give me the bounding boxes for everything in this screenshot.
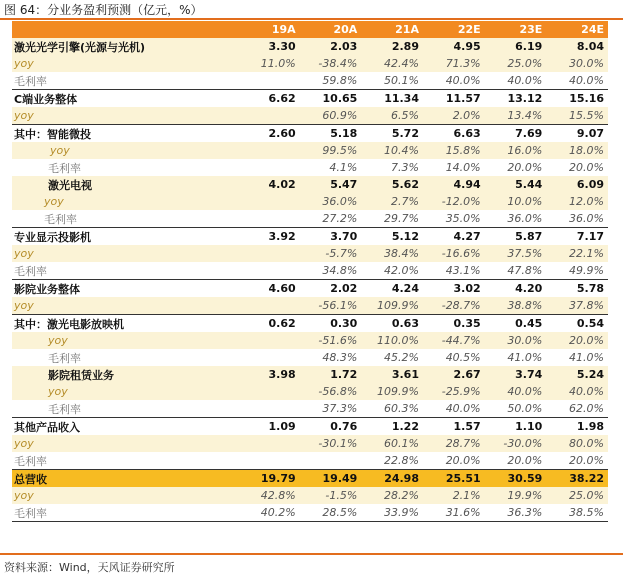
value-cell: 1.98 bbox=[546, 418, 608, 436]
value-cell: 30.0% bbox=[546, 55, 608, 72]
row-label: yoy bbox=[12, 245, 238, 262]
table-row bbox=[12, 90, 608, 108]
value-cell: 50.1% bbox=[384, 74, 419, 87]
table-row bbox=[12, 210, 608, 228]
value-cell: 20.0% bbox=[546, 332, 608, 349]
value-cell: 38.5% bbox=[546, 504, 608, 522]
table-row bbox=[12, 332, 608, 349]
value-cell: 34.8% bbox=[322, 264, 358, 277]
table-row bbox=[12, 38, 608, 55]
table-row bbox=[12, 504, 608, 522]
value-cell: 1.10 bbox=[485, 418, 547, 436]
value-cell: 42.0% bbox=[384, 264, 419, 277]
value-cell: 2.67 bbox=[423, 366, 485, 383]
table-header-row bbox=[12, 21, 608, 38]
value-cell: -12.0% bbox=[423, 193, 485, 210]
value-cell: 49.9% bbox=[569, 264, 604, 277]
value-cell: 99.5% bbox=[300, 142, 362, 159]
value-cell: 5.18 bbox=[300, 125, 362, 143]
value-cell: 18.0% bbox=[546, 142, 608, 159]
row-label: 毛利率 bbox=[12, 504, 238, 522]
value-cell: 4.27 bbox=[423, 228, 485, 246]
row-label: 毛利率 bbox=[48, 161, 81, 175]
value-cell: -5.7% bbox=[300, 245, 362, 262]
value-cell bbox=[238, 400, 300, 418]
value-cell: -25.9% bbox=[423, 383, 485, 400]
value-cell: 7.3% bbox=[391, 161, 419, 174]
value-cell: -30.1% bbox=[300, 435, 362, 452]
value-cell: 31.6% bbox=[423, 504, 485, 522]
value-cell: 2.1% bbox=[423, 487, 485, 504]
value-cell: 60.1% bbox=[361, 435, 423, 452]
row-label: 其中：智能微投 bbox=[12, 125, 238, 143]
value-cell: 15.5% bbox=[546, 107, 608, 125]
value-cell: 2.0% bbox=[423, 107, 485, 125]
header-label-cell bbox=[12, 21, 238, 38]
value-cell: 4.60 bbox=[238, 280, 300, 298]
value-cell: -16.6% bbox=[423, 245, 485, 262]
value-cell: 28.2% bbox=[361, 487, 423, 504]
value-cell: 38.8% bbox=[485, 297, 547, 315]
value-cell: 33.9% bbox=[361, 504, 423, 522]
value-cell: 38.22 bbox=[546, 470, 608, 488]
value-cell: 40.0% bbox=[569, 74, 604, 87]
value-cell: 4.95 bbox=[423, 38, 485, 55]
value-cell: 5.47 bbox=[300, 176, 362, 193]
table-row bbox=[12, 193, 608, 210]
value-cell: 1.09 bbox=[238, 418, 300, 436]
header-22e: 22E bbox=[423, 21, 485, 38]
value-cell: 6.5% bbox=[361, 107, 423, 125]
row-label: yoy bbox=[12, 435, 238, 452]
value-cell: 37.3% bbox=[322, 402, 358, 415]
value-cell: 20.0% bbox=[507, 454, 543, 467]
value-cell bbox=[238, 332, 300, 349]
header-24e: 24E bbox=[546, 21, 608, 38]
value-cell: 36.0% bbox=[300, 193, 362, 210]
row-label: 毛利率 bbox=[44, 212, 77, 226]
value-cell: 4.20 bbox=[485, 280, 547, 298]
table-row bbox=[12, 383, 608, 400]
value-cell: 7.17 bbox=[546, 228, 608, 246]
value-cell: 2.02 bbox=[300, 280, 362, 298]
table-row bbox=[12, 245, 608, 262]
value-cell: 109.9% bbox=[361, 297, 423, 315]
figure-title: 图 64：分业务盈利预测（亿元，%） bbox=[4, 3, 203, 17]
value-cell: 3.98 bbox=[238, 366, 300, 383]
header-23e: 23E bbox=[485, 21, 547, 38]
value-cell: 62.0% bbox=[569, 402, 604, 415]
value-cell: 0.30 bbox=[300, 315, 362, 333]
row-label: 专业显示投影机 bbox=[12, 228, 238, 246]
value-cell: 13.12 bbox=[485, 90, 547, 108]
value-cell: 5.44 bbox=[485, 176, 547, 193]
value-cell: 3.02 bbox=[423, 280, 485, 298]
row-label: 其他产品收入 bbox=[12, 418, 238, 436]
table-row bbox=[12, 125, 608, 143]
value-cell: 40.0% bbox=[507, 74, 543, 87]
value-cell: 36.0% bbox=[507, 212, 543, 225]
value-cell: 40.0% bbox=[546, 383, 608, 400]
value-cell: 2.60 bbox=[238, 125, 300, 143]
table-row bbox=[12, 142, 608, 159]
bottom-rule bbox=[0, 553, 623, 555]
value-cell bbox=[238, 159, 300, 176]
value-cell: 20.0% bbox=[445, 454, 481, 467]
value-cell: 2.7% bbox=[361, 193, 423, 210]
value-cell: 4.1% bbox=[329, 161, 358, 174]
value-cell: 3.30 bbox=[238, 38, 300, 55]
value-cell: -1.5% bbox=[300, 487, 362, 504]
value-cell: 71.3% bbox=[423, 55, 485, 72]
value-cell: 3.70 bbox=[300, 228, 362, 246]
value-cell: 10.0% bbox=[485, 193, 547, 210]
value-cell: 19.49 bbox=[300, 470, 362, 488]
source-note: 资料来源：Wind，天风证券研究所 bbox=[4, 561, 175, 574]
value-cell: 40.0% bbox=[445, 402, 481, 415]
value-cell bbox=[238, 452, 300, 470]
value-cell: 109.9% bbox=[361, 383, 423, 400]
value-cell: 41.0% bbox=[507, 351, 543, 364]
value-cell: 14.0% bbox=[445, 161, 481, 174]
value-cell: 13.4% bbox=[485, 107, 547, 125]
value-cell: 4.02 bbox=[238, 176, 300, 193]
value-cell: 10.65 bbox=[300, 90, 362, 108]
table-row bbox=[12, 435, 608, 452]
value-cell: -51.6% bbox=[300, 332, 362, 349]
row-label: 影院租赁业务 bbox=[12, 366, 238, 383]
value-cell: 25.0% bbox=[485, 55, 547, 72]
value-cell: 36.3% bbox=[485, 504, 547, 522]
value-cell: 5.12 bbox=[361, 228, 423, 246]
row-label: yoy bbox=[12, 193, 238, 210]
value-cell: 80.0% bbox=[546, 435, 608, 452]
value-cell: 0.76 bbox=[300, 418, 362, 436]
value-cell bbox=[238, 72, 300, 90]
value-cell: 11.34 bbox=[361, 90, 423, 108]
value-cell: 25.0% bbox=[546, 487, 608, 504]
value-cell: 28.5% bbox=[300, 504, 362, 522]
table-row bbox=[12, 159, 608, 176]
value-cell: 20.0% bbox=[569, 161, 604, 174]
value-cell: 30.0% bbox=[485, 332, 547, 349]
value-cell: 7.69 bbox=[485, 125, 547, 143]
value-cell: -56.8% bbox=[300, 383, 362, 400]
value-cell bbox=[238, 435, 300, 452]
value-cell bbox=[238, 107, 300, 125]
value-cell: 6.09 bbox=[546, 176, 608, 193]
value-cell bbox=[238, 349, 300, 366]
table-row bbox=[12, 297, 608, 315]
value-cell: 10.4% bbox=[361, 142, 423, 159]
value-cell: 20.0% bbox=[507, 161, 543, 174]
value-cell: -44.7% bbox=[423, 332, 485, 349]
table-row bbox=[12, 400, 608, 418]
value-cell: 35.0% bbox=[445, 212, 481, 225]
table-row bbox=[12, 228, 608, 246]
value-cell: 3.92 bbox=[238, 228, 300, 246]
table-row bbox=[12, 418, 608, 436]
value-cell: 2.03 bbox=[300, 38, 362, 55]
value-cell: 28.7% bbox=[423, 435, 485, 452]
table-row bbox=[12, 366, 608, 383]
value-cell bbox=[238, 262, 300, 280]
value-cell: 0.62 bbox=[238, 315, 300, 333]
value-cell: 9.07 bbox=[546, 125, 608, 143]
value-cell: 45.2% bbox=[384, 351, 419, 364]
value-cell bbox=[238, 245, 300, 262]
table-row bbox=[12, 72, 608, 90]
value-cell: 1.57 bbox=[423, 418, 485, 436]
value-cell: 40.2% bbox=[238, 504, 300, 522]
value-cell: 42.4% bbox=[361, 55, 423, 72]
value-cell: 41.0% bbox=[569, 351, 604, 364]
value-cell: 1.72 bbox=[300, 366, 362, 383]
value-cell: 30.59 bbox=[485, 470, 547, 488]
value-cell: 60.3% bbox=[384, 402, 419, 415]
value-cell: 0.63 bbox=[361, 315, 423, 333]
value-cell: 4.24 bbox=[361, 280, 423, 298]
value-cell: -38.4% bbox=[300, 55, 362, 72]
table-row bbox=[12, 349, 608, 366]
table-row bbox=[12, 280, 608, 298]
value-cell bbox=[238, 383, 300, 400]
value-cell: 37.5% bbox=[485, 245, 547, 262]
value-cell: 22.8% bbox=[384, 454, 419, 467]
value-cell: 48.3% bbox=[322, 351, 358, 364]
value-cell: 60.9% bbox=[300, 107, 362, 125]
value-cell: 22.1% bbox=[546, 245, 608, 262]
row-label: 毛利率 bbox=[48, 402, 81, 416]
value-cell: 40.0% bbox=[445, 74, 481, 87]
value-cell: 15.16 bbox=[546, 90, 608, 108]
table-row bbox=[12, 315, 608, 333]
value-cell: 15.8% bbox=[423, 142, 485, 159]
table-row bbox=[12, 176, 608, 193]
row-label: yoy bbox=[12, 332, 238, 349]
value-cell bbox=[238, 142, 300, 159]
value-cell bbox=[300, 452, 362, 470]
row-label: 激光光学引擎(光源与光机) bbox=[12, 38, 238, 55]
row-label: 影院业务整体 bbox=[12, 280, 238, 298]
value-cell: 40.5% bbox=[445, 351, 481, 364]
value-cell: 43.1% bbox=[445, 264, 481, 277]
value-cell: 11.57 bbox=[423, 90, 485, 108]
header-20a: 20A bbox=[300, 21, 362, 38]
value-cell: -30.0% bbox=[485, 435, 547, 452]
value-cell: 19.9% bbox=[485, 487, 547, 504]
value-cell: 5.62 bbox=[361, 176, 423, 193]
row-label: yoy bbox=[12, 142, 238, 159]
row-label: yoy bbox=[12, 487, 238, 504]
value-cell: 12.0% bbox=[546, 193, 608, 210]
table-row bbox=[12, 452, 608, 470]
value-cell: 11.0% bbox=[238, 55, 300, 72]
row-label: 毛利率 bbox=[48, 351, 81, 365]
value-cell: 36.0% bbox=[569, 212, 604, 225]
value-cell: 59.8% bbox=[322, 74, 358, 87]
value-cell bbox=[238, 193, 300, 210]
value-cell: 27.2% bbox=[322, 212, 358, 225]
value-cell: 5.87 bbox=[485, 228, 547, 246]
value-cell: 0.35 bbox=[423, 315, 485, 333]
table-row bbox=[12, 487, 608, 504]
row-label: C端业务整体 bbox=[12, 90, 238, 108]
row-label: 其中：激光电影放映机 bbox=[12, 315, 238, 333]
value-cell: 8.04 bbox=[546, 38, 608, 55]
value-cell: 6.19 bbox=[485, 38, 547, 55]
value-cell bbox=[238, 210, 300, 228]
value-cell: 2.89 bbox=[361, 38, 423, 55]
value-cell: 24.98 bbox=[361, 470, 423, 488]
value-cell: 29.7% bbox=[384, 212, 419, 225]
value-cell: -56.1% bbox=[300, 297, 362, 315]
value-cell: 50.0% bbox=[507, 402, 543, 415]
header-19a: 19A bbox=[238, 21, 300, 38]
value-cell: 25.51 bbox=[423, 470, 485, 488]
value-cell: 37.8% bbox=[546, 297, 608, 315]
value-cell: 42.8% bbox=[238, 487, 300, 504]
value-cell: 6.63 bbox=[423, 125, 485, 143]
value-cell: -28.7% bbox=[423, 297, 485, 315]
value-cell: 6.62 bbox=[238, 90, 300, 108]
value-cell: 47.8% bbox=[507, 264, 543, 277]
row-label: 激光电视 bbox=[12, 176, 238, 193]
row-label: 毛利率 bbox=[14, 264, 47, 278]
row-label: yoy bbox=[12, 297, 238, 315]
value-cell: 5.78 bbox=[546, 280, 608, 298]
table-row bbox=[12, 55, 608, 72]
row-label: 总营收 bbox=[12, 470, 238, 488]
table-row bbox=[12, 470, 608, 488]
forecast-table bbox=[12, 21, 608, 522]
value-cell: 3.74 bbox=[485, 366, 547, 383]
value-cell: 0.45 bbox=[485, 315, 547, 333]
row-label: yoy bbox=[12, 55, 238, 72]
value-cell: 40.0% bbox=[485, 383, 547, 400]
value-cell: 20.0% bbox=[569, 454, 604, 467]
value-cell: 3.61 bbox=[361, 366, 423, 383]
value-cell: 5.24 bbox=[546, 366, 608, 383]
row-label: 毛利率 bbox=[14, 454, 47, 468]
row-label: 毛利率 bbox=[14, 74, 47, 88]
table-row bbox=[12, 107, 608, 125]
value-cell: 19.79 bbox=[238, 470, 300, 488]
row-label: yoy bbox=[12, 107, 238, 125]
value-cell: 16.0% bbox=[485, 142, 547, 159]
value-cell: 110.0% bbox=[361, 332, 423, 349]
header-21a: 21A bbox=[361, 21, 423, 38]
table-row bbox=[12, 262, 608, 280]
value-cell: 0.54 bbox=[546, 315, 608, 333]
value-cell bbox=[238, 297, 300, 315]
value-cell: 4.94 bbox=[423, 176, 485, 193]
value-cell: 38.4% bbox=[361, 245, 423, 262]
top-rule bbox=[0, 18, 623, 20]
row-label: yoy bbox=[12, 383, 238, 400]
value-cell: 5.72 bbox=[361, 125, 423, 143]
value-cell: 1.22 bbox=[361, 418, 423, 436]
table-body bbox=[12, 38, 608, 522]
